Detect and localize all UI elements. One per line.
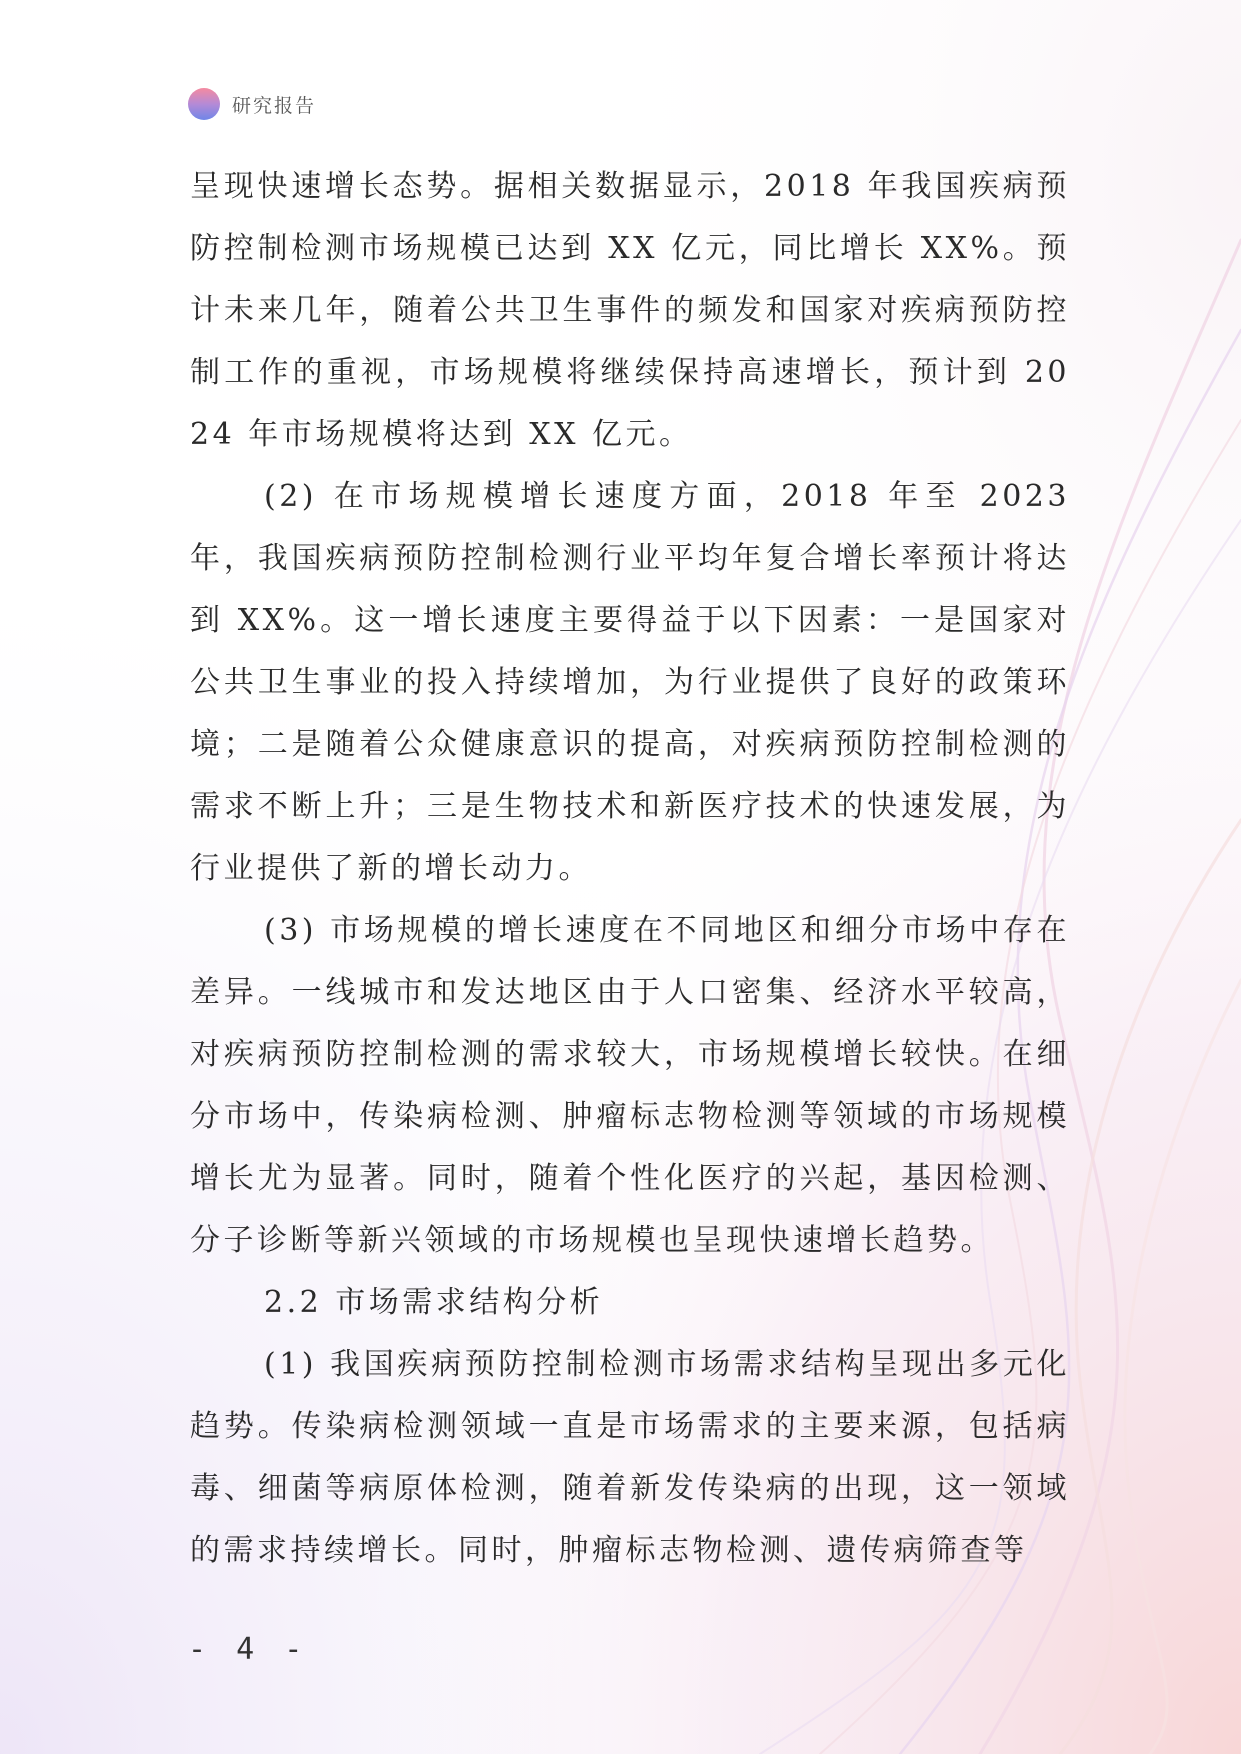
body-content — [190, 156, 1070, 1582]
paragraph-item-3: (3) 市场规模的增长速度在不同地区和细分市场中存在差异。一线城市和发达地区由于人口密集、经济水平较高，对疾病预防控制检测的需求较大，市场规模增长较快。在细分市场中，传染病检测、肿瘤标志物检测等领域的市场规模增长尤为显著。同时，随着个性化医疗的兴起，基因检测、分子诊断等新兴领域的市场规模也呈现快速增长趋势。 — [190, 913, 1070, 1258]
paragraph-item-1: (1) 我国疾病预防控制检测市场需求结构呈现出多元化趋势。传染病检测领域一直是市场需求的主要来源，包括病毒、细菌等病原体检测，随着新发传染病的出现，这一领域的需求持续增长。同时，肿瘤标志物检测、遗传病筛查等 — [190, 1347, 1070, 1568]
report-logo-icon — [188, 88, 220, 120]
section-heading: 2.2 市场需求结构分析 — [264, 1285, 604, 1320]
page-number: - 4 - — [188, 1632, 309, 1667]
page-header — [188, 88, 316, 120]
paragraph-continuation: 呈现快速增长态势。据相关数据显示，2018 年我国疾病预防控制检测市场规模已达到 XX 亿元，同比增长 XX%。预计未来几年，随着公共卫生事件的频发和国家对疾病预防控制工作的重视，市场规模将继续保持高速增长，预计到 2024 年市场规模将达到 XX 亿元。 — [190, 169, 1070, 452]
paragraph-item-2: (2) 在市场规模增长速度方面，2018 年至 2023 年，我国疾病预防控制检测行业平均年复合增长率预计将达到 XX%。这一增长速度主要得益于以下因素：一是国家对公共卫生事业的投入持续增加，为行业提供了良好的政策环境；二是随着公众健康意识的提高，对疾病预防控制检测的需求不断上升；三是生物技术和新医疗技术的快速发展，为行业提供了新的增长动力。 — [190, 479, 1070, 886]
header-title: 研究报告 — [232, 94, 317, 117]
